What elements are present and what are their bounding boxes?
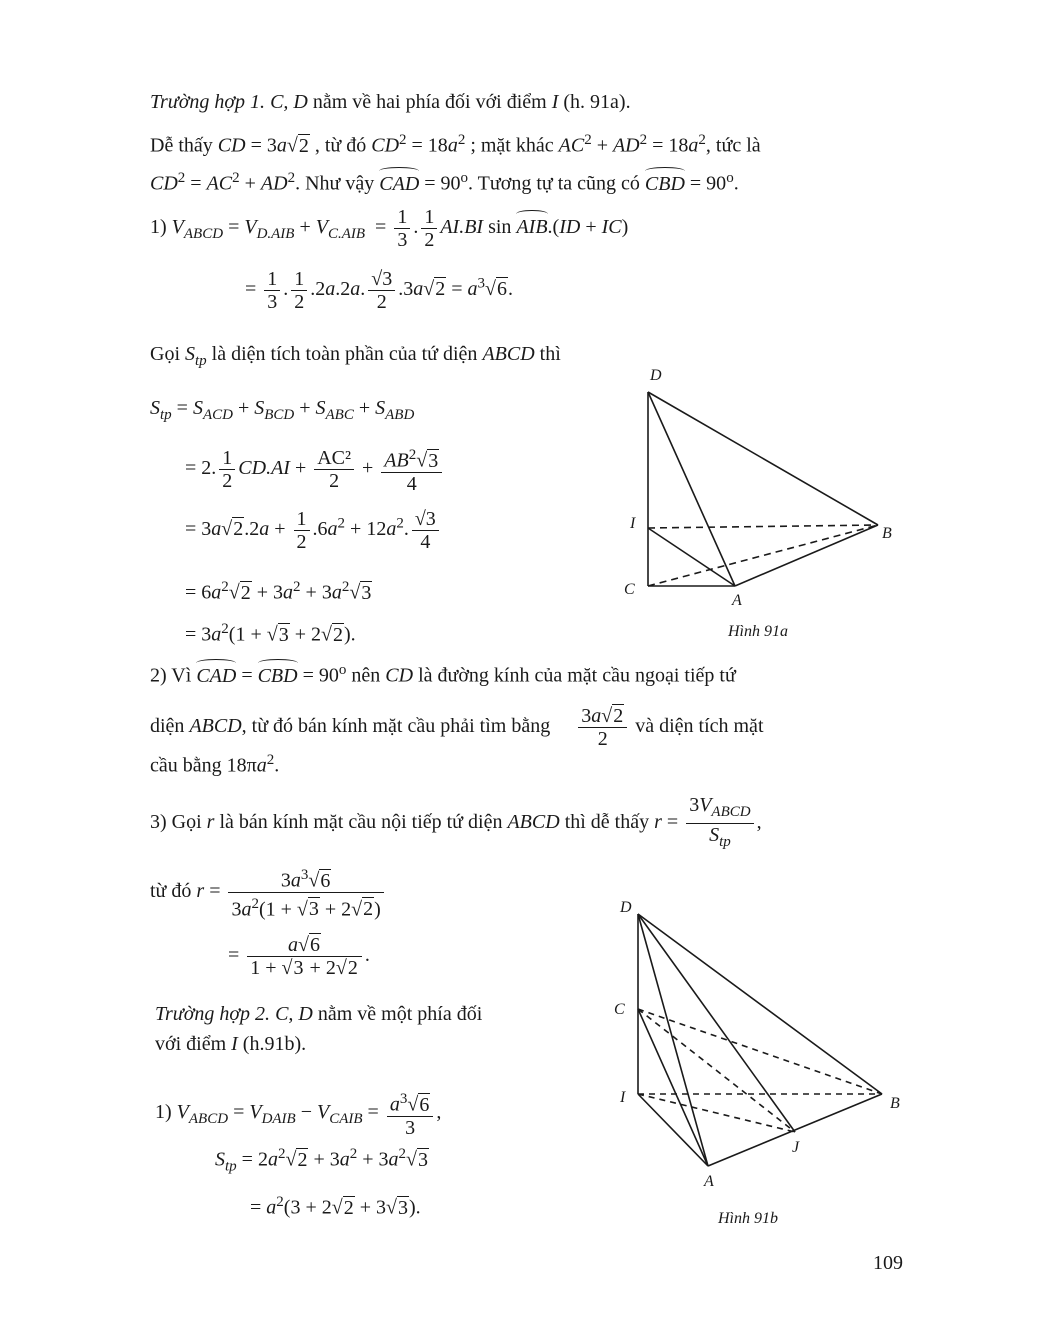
stp-line-4: = $6a^2√2 + 3a^2 + 3a^2√3$ xyxy=(185,579,372,604)
stp-intro: Gọi $S_{tp}$ là diện tích toàn phần của tứ diện ABCD thì xyxy=(150,343,561,369)
r-formula-1: từ đó r = $\frac{3a^3√6}{3a^2(1 + √3 + 2√2)}$ xyxy=(150,864,387,920)
part2-line-b: diện ABCD, từ đó bán kính mặt cầu phải tìm bằng $\frac{3a√2}{2}$ và diện tích mặt xyxy=(150,705,764,750)
edge-DB xyxy=(648,392,878,525)
edge-AB xyxy=(735,525,878,586)
part2-line-a: 2) Vì CAD = CBD = $90^o$ nên CD là đường kính của mặt cầu ngoại tiếp tứ xyxy=(150,662,736,687)
volume-formula-1: 1) $V_{ABCD} = V_{D.AIB} + V_{C.AIB}$ = $\frac{1}{3}$ . $\frac{1}{2}$ AI.BI sin AIB.(ID + IC) xyxy=(150,206,629,251)
case1-line2: Dễ thấy CD = 3a√2 , từ đó $CD^2 = 18a^2$ ; mặt khác $AC^2 + AD^2 = 18a^2$, tức là xyxy=(150,132,761,157)
figure-91a xyxy=(610,360,910,620)
label-I: I xyxy=(620,1089,626,1106)
figure-91b xyxy=(610,892,910,1192)
label-A: A xyxy=(704,1173,714,1190)
label-D: D xyxy=(650,367,662,384)
label-J: J xyxy=(792,1139,800,1156)
label-I: I xyxy=(630,515,636,532)
caption-91b: Hình 91b xyxy=(718,1210,778,1227)
part3-line: 3) Gọi r là bán kính mặt cầu nội tiếp tứ diện ABCD thì dễ thấy r = $\frac{3V_{ABCD}}{S_{tp}}$ , xyxy=(150,794,762,853)
case2-stp-2: = $a^2(3 + 2√2 + 3√3)$. xyxy=(250,1194,421,1219)
stp-line-2: = 2. $\frac{1}{2}$ CD.AI + $\frac{\text{AC²}}{2}$ + $\frac{AB^2√3}{4}$ xyxy=(185,444,445,495)
edge-CA xyxy=(638,1009,708,1166)
stp-line-5: = $3a^2(1 + √3 + 2√2)$. xyxy=(185,621,356,646)
label-B: B xyxy=(890,1095,900,1112)
caption-91a: Hình 91a xyxy=(728,623,788,640)
edge-CB xyxy=(648,525,878,586)
case2-stp-1: $S_{tp} = 2a^2√2 + 3a^2 + 3a^2√3$ xyxy=(215,1146,428,1175)
edge-DA xyxy=(638,914,708,1166)
volume-formula-2: = $\frac{1}{3}$ . $\frac{1}{2}$ .2a.2a. $\frac{√3}{2}$ $.3a√2 = a^3√6$. xyxy=(245,268,514,313)
r-formula-2: = $\frac{a√6}{1 + √3 + 2√2}$ . xyxy=(228,934,370,979)
label-C: C xyxy=(614,1001,625,1018)
case2-title: Trường hợp 2. C, D nằm về một phía đối xyxy=(155,1003,483,1025)
label-A: A xyxy=(732,592,742,609)
page-number: 109 xyxy=(873,1252,903,1274)
label-D: D xyxy=(620,899,632,916)
case1-line3: $CD^2 = AC^2 + AD^2$. Như vậy CAD = $90^o$. Tương tự ta cũng có CBD = $90^o$. xyxy=(150,170,739,195)
edge-CB xyxy=(638,1009,882,1094)
part2-line-c: cầu bằng $18\pi a^2$. xyxy=(150,752,280,777)
case2-title-2: với điểm I (h.91b). xyxy=(155,1033,307,1055)
stp-line-3: = 3a√2.2a + $\frac{1}{2}$ $.6a^2 + 12a^2$. $\frac{√3}{4}$ xyxy=(185,508,442,553)
label-B: B xyxy=(882,525,892,542)
label-C: C xyxy=(624,581,635,598)
edge-IB xyxy=(648,525,878,528)
case2-volume: 1) $V_{ABCD} = V_{DAIB} - V_{CAIB}$ = $\frac{a^3√6}{3}$ , xyxy=(155,1091,442,1139)
case1-title: Trường hợp 1. C, D nằm về hai phía đối với điểm I (h. 91a). xyxy=(150,91,631,113)
edge-DB xyxy=(638,914,882,1094)
stp-line-1: $S_{tp} = S_{ACD} + S_{BCD} + S_{ABC} + S_{ABD}$ xyxy=(150,397,415,423)
